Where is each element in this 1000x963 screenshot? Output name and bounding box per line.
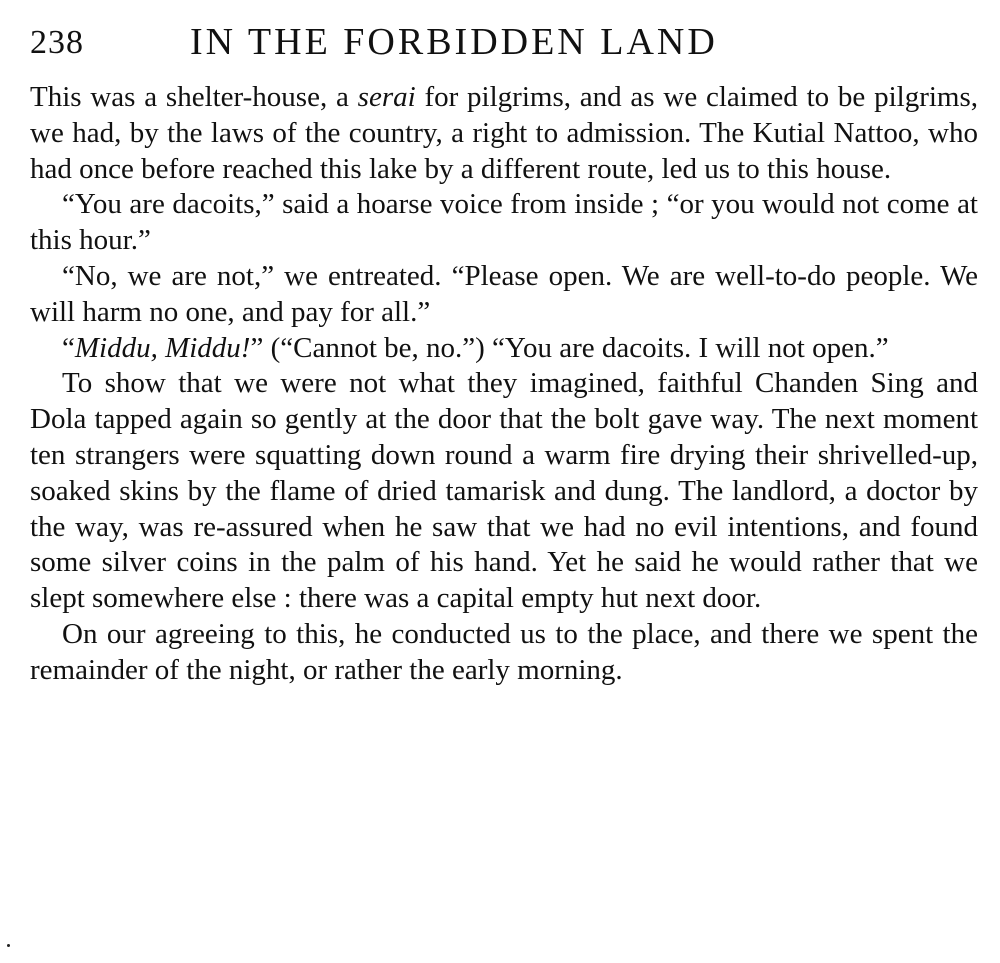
stray-ink-mark bbox=[7, 944, 10, 947]
paragraph-2-text: “You are dacoits,” said a hoarse voice from inside ; “or you would not come at this hour.” bbox=[30, 188, 978, 257]
paragraph-6 bbox=[30, 617, 978, 689]
paragraph-4-text: “ bbox=[62, 331, 75, 364]
running-title: IN THE FORBIDDEN LAND bbox=[190, 21, 718, 63]
paragraph-1 bbox=[30, 80, 978, 187]
paragraph-3 bbox=[30, 259, 978, 331]
paragraph-6-text: On our agreeing to this, he conducted us to the place, and there we spent the remainder of the night, or rather the early morning. bbox=[30, 617, 978, 686]
paragraph-3-text: “No, we are not,” we entreated. “Please open. We are well-to-do people. We will harm no one, and pay for all.” bbox=[30, 259, 978, 328]
page-number: 238 bbox=[30, 24, 84, 61]
book-page bbox=[30, 18, 978, 689]
body-text bbox=[30, 80, 978, 689]
paragraph-4 bbox=[30, 331, 978, 367]
paragraph-1-text: This was a shelter-house, a bbox=[30, 81, 358, 113]
paragraph-2 bbox=[30, 187, 978, 259]
paragraph-5 bbox=[30, 366, 978, 617]
paragraph-5-text: To show that we were not what they imagined, faithful Chanden Sing and Dola tapped again so gently at the door that the bolt gave way. The next moment ten strangers were squatting down round a warm fire drying their shrivelled-up, soaked skins by the flame of dried tamarisk and dung. The landlord, a doctor by the way, was re-assured when he saw that we had no evil intentions, and found some silver coins in the palm of his hand. Yet he said he would rather that we slept somewhere else : there was a capital empty hut next door. bbox=[30, 367, 978, 615]
paragraph-4-text-cont: ” (“Cannot be, no.”) “You are dacoits. I will not open.” bbox=[250, 331, 889, 364]
paragraph-1-italic: serai bbox=[357, 81, 416, 113]
paragraph-4-italic: Middu, Middu! bbox=[74, 331, 251, 364]
paragraph-1-text-cont: for pilgrims, and as we claimed to be pilgrims, we had, by the laws of the country, a right to admission. The Kutial Nattoo, who had once before reached this lake by a different route, led us to this house. bbox=[30, 81, 979, 185]
running-head bbox=[30, 18, 978, 70]
